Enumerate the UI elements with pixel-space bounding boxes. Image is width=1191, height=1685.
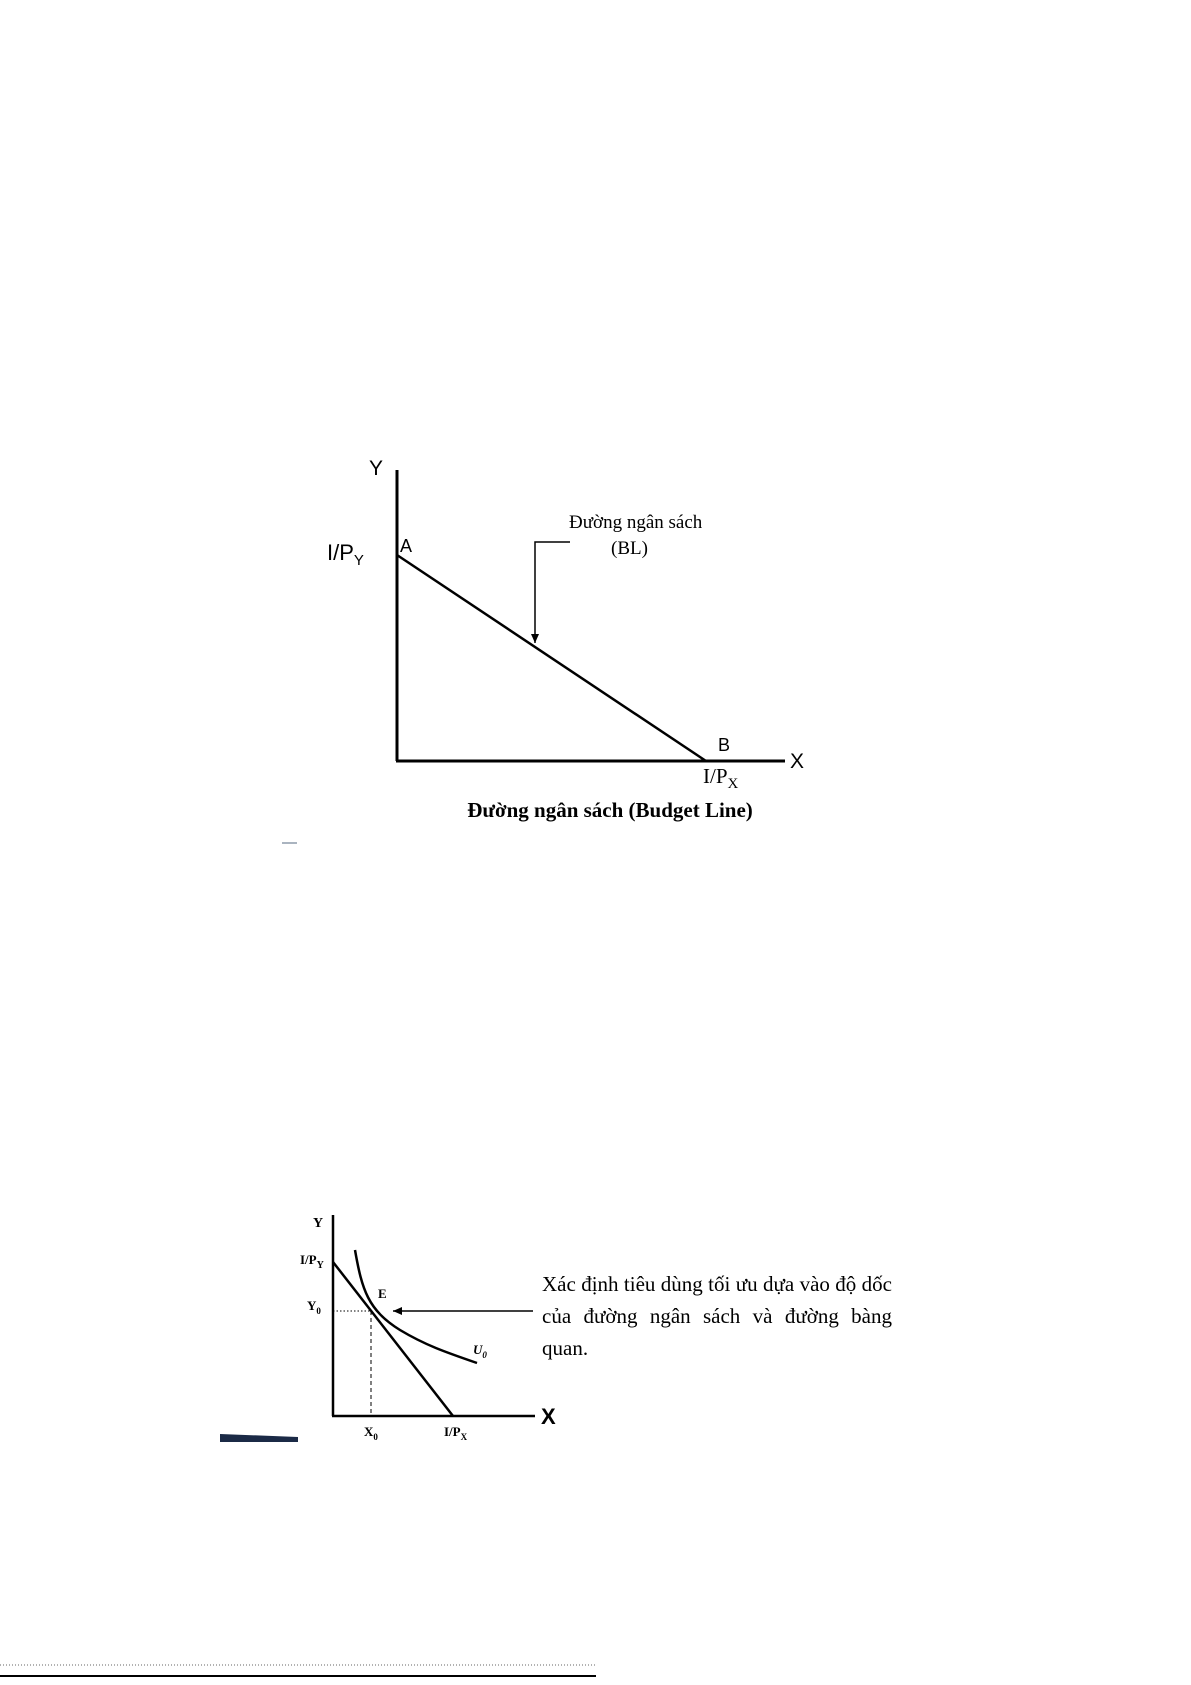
fig2-budget-line [333, 1262, 453, 1416]
fig1-point-a: A [400, 536, 413, 556]
fig2-note: Xác định tiêu dùng tối ưu dựa vào độ dốc của đường ngân sách và đường bàng quan. [542, 1272, 892, 1360]
fig2-y0-label: $Y_0$ [307, 1298, 321, 1316]
fig2-x0-label: $X_0$ [364, 1424, 378, 1442]
fig2-y-intercept-label: $I/P_Y$ [300, 1252, 324, 1271]
fig1-y-intercept-label: $I/P_Y$ [327, 540, 364, 569]
fig2-x-intercept-label: $I/P_X$ [444, 1424, 468, 1442]
fig1-y-intercept-sub: Y [353, 552, 364, 569]
fig2-y-intercept-sub: Y [316, 1260, 324, 1271]
fig1-y-axis-label: Y [369, 457, 384, 480]
fig1-x-intercept-sub: X [727, 776, 739, 792]
fig1-annotation-arrow [535, 542, 570, 643]
fig2-x0-sub: 0 [373, 1432, 378, 1442]
budget-line [397, 555, 706, 761]
fig2-y-axis-label: Y [313, 1216, 324, 1231]
fig2-curve-label: $U_0$ [473, 1342, 487, 1360]
fig1-caption: Đường ngân sách (Budget Line) [467, 798, 753, 822]
fig2-scan-mark [220, 1434, 298, 1442]
fig1-annotation-line1: Đường ngân sách [569, 512, 703, 533]
fig2-curve-sub: 0 [482, 1350, 487, 1360]
fig1-x-intercept-label: $I/P_X$ [703, 764, 739, 792]
indifference-curve [355, 1250, 477, 1363]
fig2-x-axis-label: X [541, 1404, 556, 1429]
optimum-figure [220, 1215, 556, 1442]
fig1-annotation-line2: (BL) [611, 538, 648, 559]
fig2-point-e: E [378, 1286, 387, 1301]
fig1-x-axis-label: X [790, 750, 805, 773]
fig2-y0-sub: 0 [316, 1306, 321, 1316]
budget-line-figure [282, 457, 804, 843]
fig2-x-intercept-sub: X [460, 1432, 468, 1442]
fig1-point-b: B [718, 735, 731, 755]
